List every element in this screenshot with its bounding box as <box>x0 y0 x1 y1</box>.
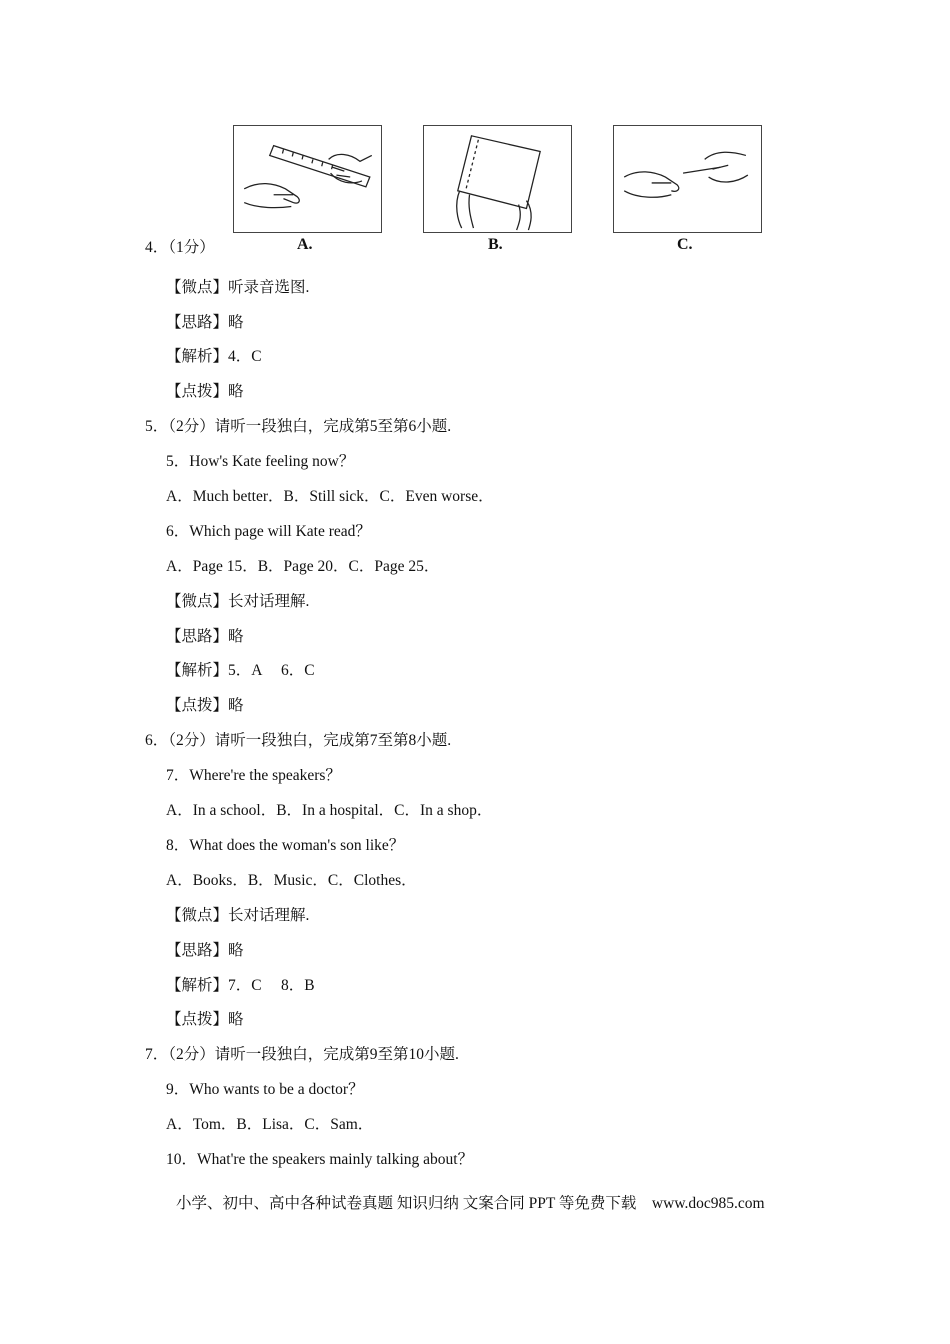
picture-b <box>423 125 572 233</box>
question-4-heading: 4．（1分） <box>145 239 215 256</box>
q5-options: A．Much better．B．Still sick．C．Even worse． <box>166 488 494 505</box>
question-7-heading: 7．（2分）请听一段独白，完成第9至第10小题. <box>145 1046 459 1063</box>
picture-a-caption: A. <box>297 236 313 253</box>
page-footer: 小学、初中、高中各种试卷真题 知识归纳 文案合同 PPT 等免费下载 www.doc985.com <box>176 1195 765 1212</box>
question-5-heading: 5．（2分）请听一段独白，完成第5至第6小题. <box>145 418 452 435</box>
hand-receiving-pen-icon <box>614 126 761 232</box>
q10-question: 10．What're the speakers mainly talking about？ <box>166 1151 474 1168</box>
q4-tip: 【点拨】略 <box>166 383 244 400</box>
q7-question: 7．Where're the speakers？ <box>166 767 341 784</box>
q6-point: 【微点】长对话理解. <box>166 907 310 924</box>
q6-analysis: 【解析】7．C 8．B <box>166 977 315 994</box>
q5-point: 【微点】长对话理解. <box>166 593 310 610</box>
q8-question: 8．What does the woman's son like？ <box>166 837 405 854</box>
picture-b-caption: B. <box>488 236 503 253</box>
picture-c-caption: C. <box>677 236 693 253</box>
question-6-heading: 6．（2分）请听一段独白，完成第7至第8小题. <box>145 732 452 749</box>
q6-tip: 【点拨】略 <box>166 1011 244 1028</box>
q4-point: 【微点】听录音选图. <box>166 279 310 296</box>
q8-options: A．Books．B．Music．C．Clothes． <box>166 872 417 889</box>
q6-question: 6．Which page will Kate read？ <box>166 523 371 540</box>
picture-c <box>613 125 762 233</box>
q4-approach: 【思路】略 <box>166 314 244 331</box>
q9-options: A．Tom．B．Lisa．C．Sam． <box>166 1116 374 1133</box>
q7-options: A．In a school．B．In a hospital．C．In a shop． <box>166 802 493 819</box>
hand-receiving-ruler-icon <box>234 126 381 232</box>
picture-a <box>233 125 382 233</box>
q6-approach: 【思路】略 <box>166 942 244 959</box>
q5-tip: 【点拨】略 <box>166 697 244 714</box>
q9-question: 9．Who wants to be a doctor？ <box>166 1081 364 1098</box>
hands-holding-notebook-icon <box>424 126 571 232</box>
q6-options: A．Page 15．B．Page 20．C．Page 25． <box>166 558 440 575</box>
q4-analysis: 【解析】4．C <box>166 348 262 365</box>
q5-approach: 【思路】略 <box>166 628 244 645</box>
q5-analysis: 【解析】5．A 6．C <box>166 662 315 679</box>
q5-question: 5．How's Kate feeling now？ <box>166 453 355 470</box>
